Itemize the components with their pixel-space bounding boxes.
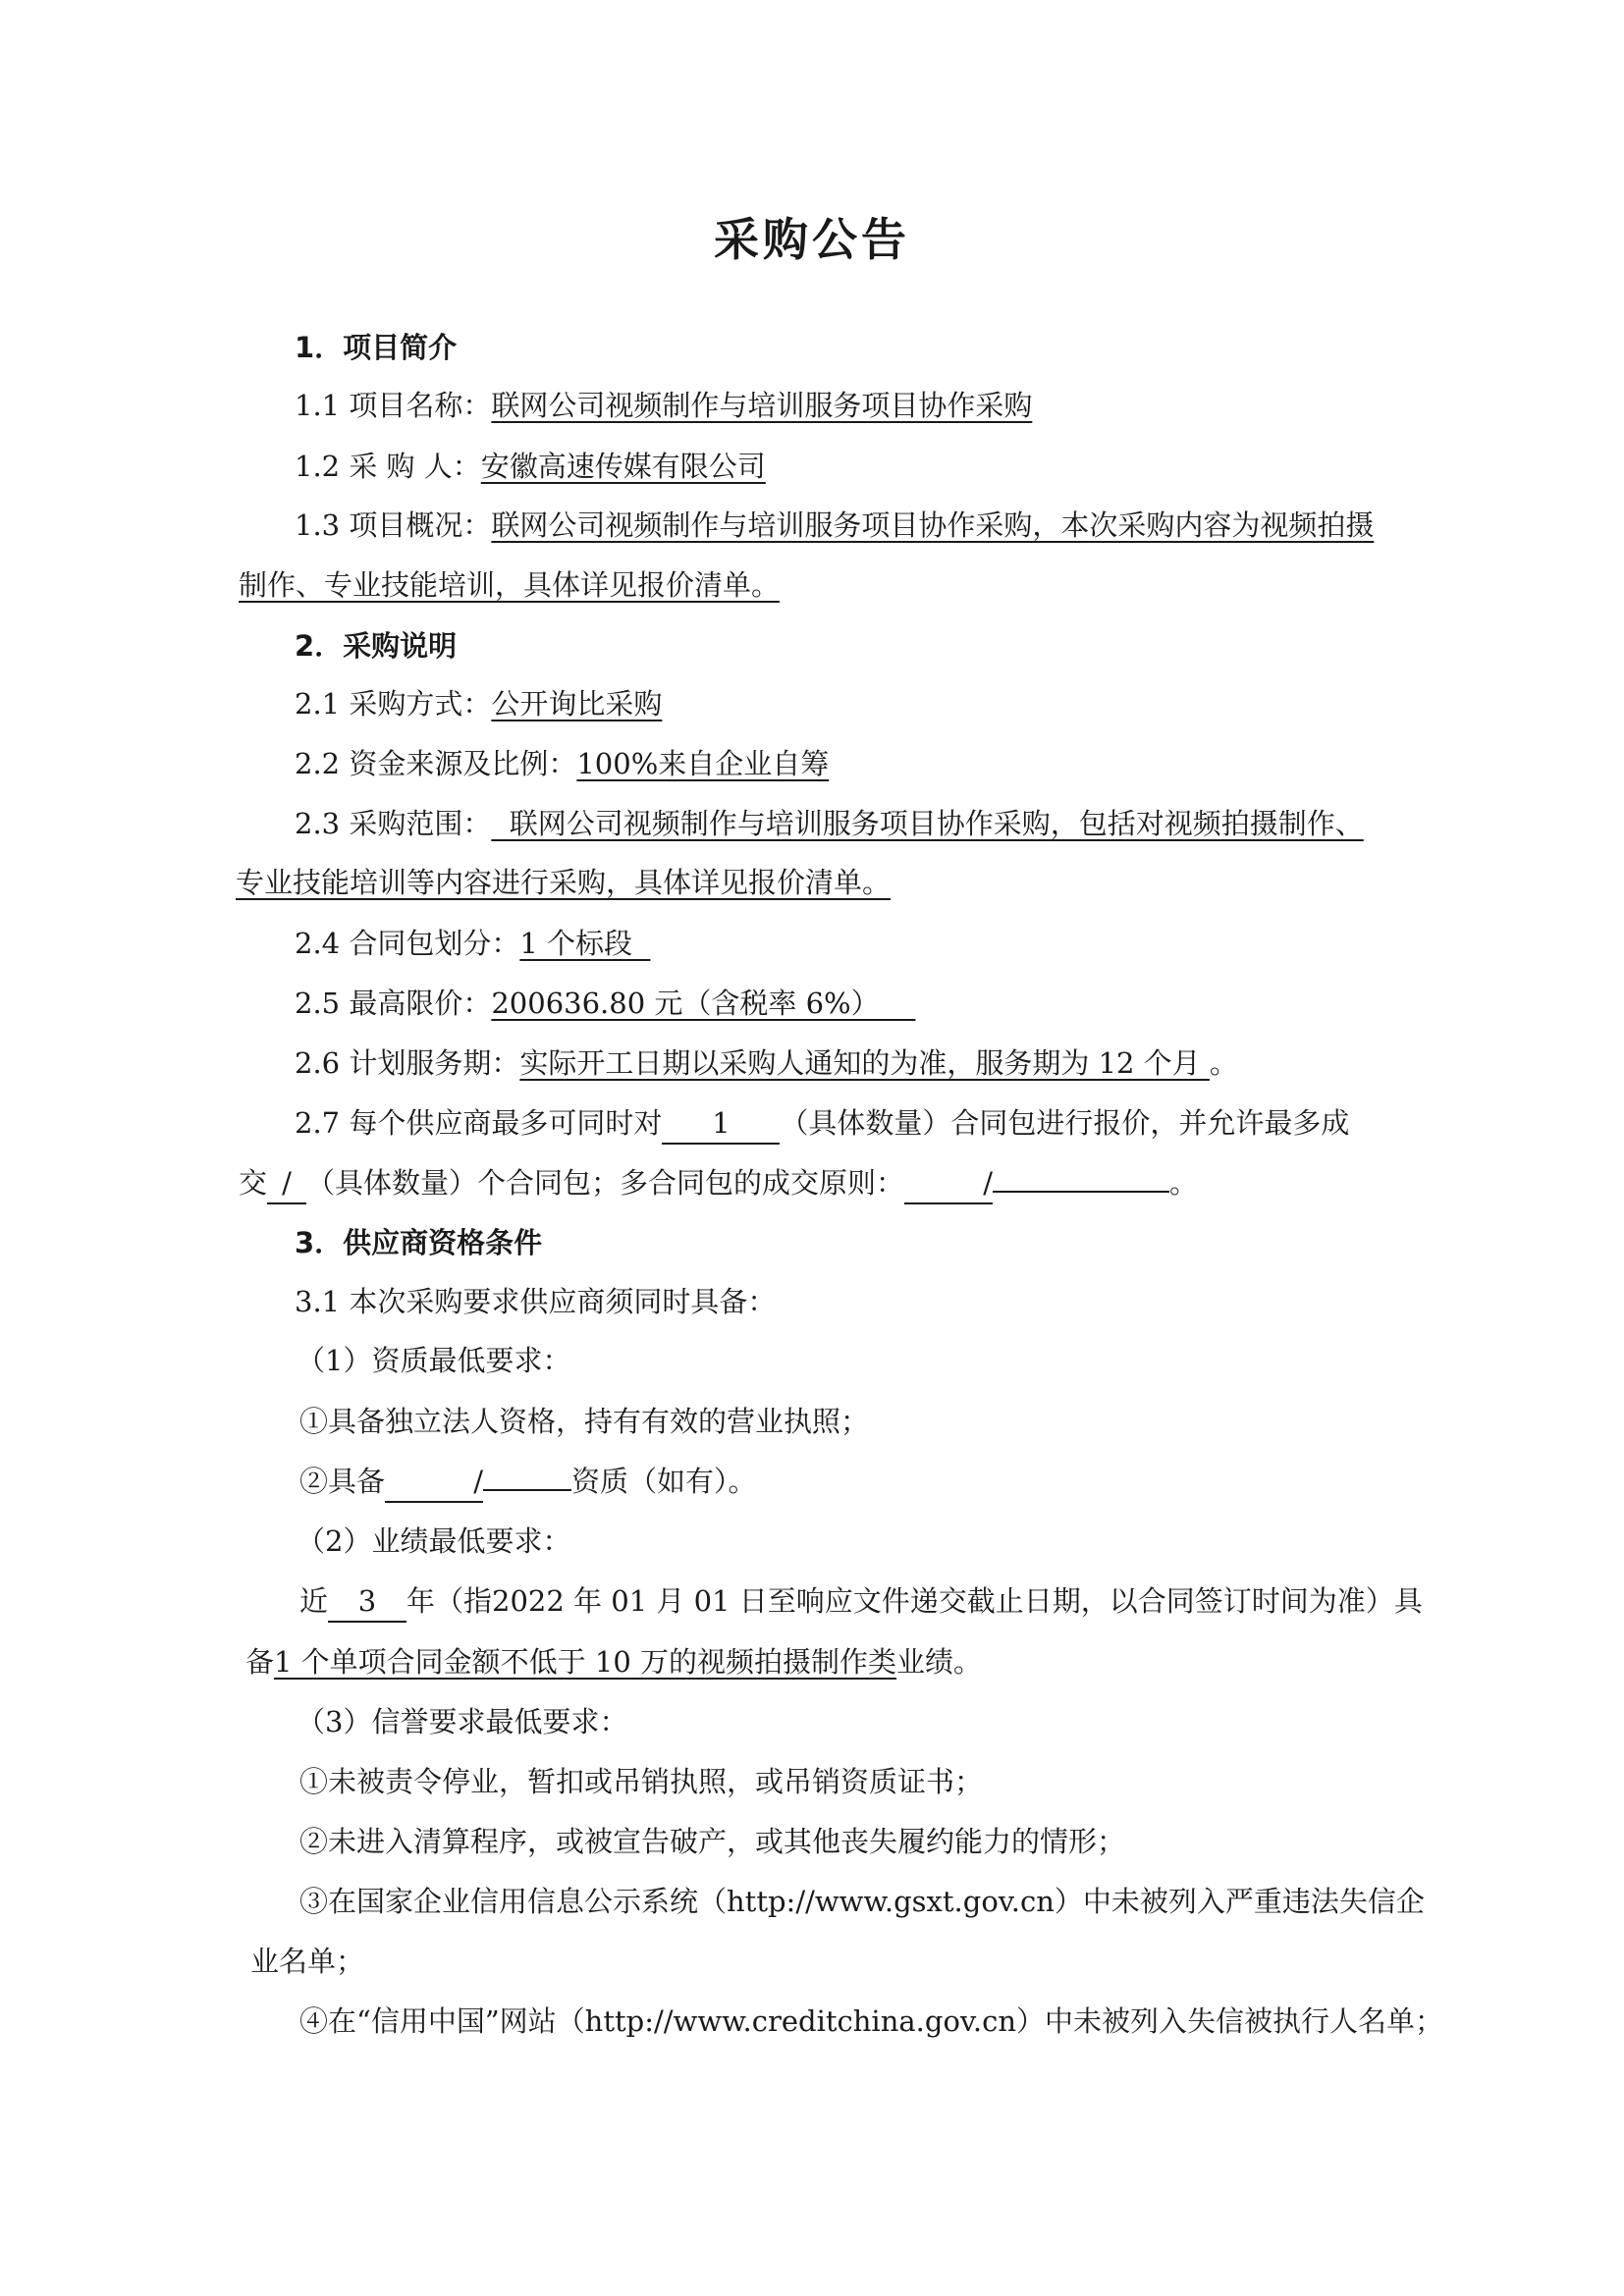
item-1-1-value: 联网公司视频制作与培训服务项目协作采购 (491, 389, 1033, 422)
item-2-3-value-b: 专业技能培训等内容进行采购，具体详见报价清单。 (236, 866, 892, 899)
req-2-a-post: 年（指2022 年 01 月 01 日至响应文件递交截止日期，以合同签订时间为准）具 (406, 1584, 1423, 1618)
item-1-2 (295, 447, 766, 486)
req-2-b-pre: 备 (245, 1645, 275, 1679)
req-1-b-blank (483, 1462, 571, 1491)
item-2-5-value: 200636.80 元（含税率 6%） (491, 987, 916, 1020)
item-2-3-label: 2.3 采购范围： (295, 807, 492, 840)
req-3-d: ④在“信用中国”网站（http://www.creditchina.gov.cn）中未被列入失信被执行人名单； (299, 2004, 1443, 2038)
req-3-c: ③在国家企业信用信息公示系统（http://www.gsxt.gov.cn）中未被列入严重违法失信企 (299, 1885, 1425, 1918)
item-2-7-text-d: （具体数量）个合同包；多合同包的成交原则： (306, 1166, 905, 1200)
item-2-6-end: 。 (1209, 1046, 1238, 1080)
item-2-4-value: 1 个标段 (519, 927, 651, 960)
item-2-1 (295, 684, 662, 723)
item-2-7-text-c: 交 (239, 1166, 268, 1200)
item-1-1 (295, 386, 1032, 425)
req-1-a: ①具备独立法人资格，持有有效的营业执照； (299, 1405, 870, 1438)
req-2-heading: （2）业绩最低要求： (297, 1524, 571, 1558)
item-2-7-slash-1: / (267, 1163, 306, 1204)
req-2-a-pre: 近 (299, 1584, 329, 1618)
item-1-3 (295, 506, 1374, 545)
item-2-7-count: 1 (662, 1103, 780, 1145)
item-1-2-label: 1.2 采 购 人： (295, 450, 481, 483)
item-1-2-value: 安徽高速传媒有限公司 (480, 450, 766, 483)
req-3-c-cont: 业名单； (250, 1945, 365, 1978)
section-2-heading: 2．采购说明 (295, 629, 458, 663)
item-1-3-value-a: 联网公司视频制作与培训服务项目协作采购，本次采购内容为视频拍摄 (491, 508, 1375, 542)
item-2-3-value-a: 联网公司视频制作与培训服务项目协作采购，包括对视频拍摄制作、 (491, 807, 1364, 840)
item-2-5-label: 2.5 最高限价： (295, 987, 492, 1020)
item-2-1-value: 公开询比采购 (491, 687, 663, 721)
req-3-heading: （3）信誉要求最低要求： (297, 1705, 628, 1738)
item-3-1: 3.1 本次采购要求供应商须同时具备： (295, 1285, 777, 1318)
item-2-2-value: 100%来自企业自筹 (576, 747, 830, 780)
req-2-a (299, 1581, 1423, 1623)
item-2-3-cont (236, 863, 891, 902)
item-2-7-end: 。 (1169, 1166, 1199, 1200)
item-1-1-label: 1.1 项目名称： (295, 389, 492, 422)
req-1-b-pre: ②具备 (299, 1465, 386, 1498)
section-3-heading: 3．供应商资格条件 (295, 1226, 543, 1259)
item-2-5 (295, 984, 915, 1023)
item-2-2-label: 2.2 资金来源及比例： (295, 747, 577, 780)
item-2-1-label: 2.1 采购方式： (295, 687, 492, 721)
item-1-3-label: 1.3 项目概况： (295, 508, 492, 542)
item-2-7-cont (239, 1163, 1198, 1204)
item-2-7 (295, 1103, 1349, 1145)
item-2-7-text-b: （具体数量）合同包进行报价，并允许最多成 (780, 1106, 1350, 1140)
req-1-b-slash: / (385, 1462, 483, 1503)
req-2-b-u: 1 个单项合同金额不低于 10 万的视频拍摄制作类 (274, 1645, 897, 1679)
req-1-b (299, 1462, 757, 1503)
item-2-6-value: 实际开工日期以采购人通知的为准，服务期为 12 个月 (519, 1046, 1210, 1080)
req-2-b-post: 业绩。 (896, 1645, 983, 1679)
page-title: 采购公告 (714, 213, 910, 266)
req-2-b (245, 1642, 982, 1682)
item-2-3 (295, 804, 1364, 843)
item-2-7-slash-2: / (904, 1163, 993, 1204)
item-2-6 (295, 1043, 1238, 1083)
item-1-3-cont (239, 565, 780, 605)
item-2-2 (295, 744, 829, 783)
item-1-3-value-b: 制作、专业技能培训，具体详见报价清单。 (239, 568, 781, 602)
item-2-6-label: 2.6 计划服务期： (295, 1046, 520, 1080)
item-2-4-label: 2.4 合同包划分： (295, 927, 520, 960)
section-1-heading: 1．项目简介 (295, 331, 458, 364)
req-2-a-num: 3 (328, 1581, 406, 1623)
item-2-7-text-a: 2.7 每个供应商最多可同时对 (295, 1106, 663, 1140)
req-3-a: ①未被责令停业，暂扣或吊销执照，或吊销资质证书； (299, 1765, 984, 1798)
req-3-b: ②未进入清算程序，或被宣告破产，或其他丧失履约能力的情形； (299, 1825, 1126, 1858)
req-1-heading: （1）资质最低要求： (297, 1344, 571, 1377)
item-2-4 (295, 924, 650, 963)
item-2-7-blank (993, 1163, 1169, 1193)
req-1-b-post: 资质（如有）。 (571, 1465, 757, 1498)
